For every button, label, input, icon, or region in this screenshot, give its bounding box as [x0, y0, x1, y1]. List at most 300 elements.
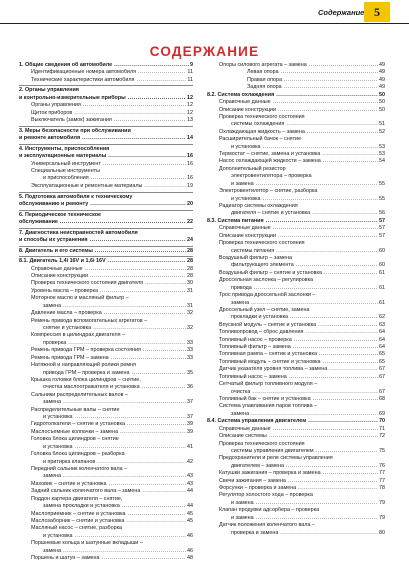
- toc-entry-title: Уровень масла – проверка .....: [31, 288, 193, 295]
- toc-entry-page: 11: [187, 76, 193, 83]
- toc-entry[interactable]: [19, 555, 193, 562]
- toc-entry[interactable]: [207, 69, 385, 76]
- toc-entry-title: Проверка технического состояния: [219, 440, 305, 447]
- toc-entry[interactable]: [207, 441, 385, 448]
- toc-entry-page: 65: [379, 358, 385, 365]
- toc-entry-page: 12: [187, 94, 193, 101]
- toc-entry-page: 67: [379, 366, 385, 373]
- toc-entry-title: и приспособления .....: [43, 175, 193, 182]
- toc-entry-title: Органы управления .....: [31, 102, 193, 109]
- toc-entry[interactable]: [19, 355, 193, 362]
- toc-entry[interactable]: [207, 173, 385, 180]
- section-divider: [19, 192, 193, 193]
- toc-entry[interactable]: [19, 451, 193, 458]
- toc-entry-title: Топливный модуль – снятие и установка .....: [219, 359, 385, 366]
- toc-entry-title: 8. Двигатель и его системы .....: [19, 248, 193, 255]
- toc-entry[interactable]: [19, 459, 193, 466]
- toc-entry[interactable]: [207, 218, 385, 225]
- toc-entry-title: Форсунки – проверка и замена .....: [219, 485, 385, 492]
- toc-entry[interactable]: [207, 248, 385, 255]
- toc-entry[interactable]: [19, 407, 193, 414]
- toc-entry[interactable]: [19, 175, 193, 182]
- toc-entry-page: 53: [379, 143, 385, 150]
- toc-entry[interactable]: [207, 351, 385, 358]
- toc-entry[interactable]: [207, 478, 385, 485]
- toc-entry-page: 28: [187, 265, 193, 272]
- toc-entry-title: Радиатор системы охлаждения: [219, 203, 298, 210]
- toc-entry[interactable]: [207, 359, 385, 366]
- toc-entry[interactable]: [19, 325, 193, 332]
- toc-entry[interactable]: [207, 225, 385, 232]
- toc-entry[interactable]: [19, 540, 193, 547]
- toc-entry[interactable]: [19, 219, 193, 226]
- toc-entry-title: Дроссельный узел – снятие, замена: [219, 306, 310, 313]
- toc-entry-title: Описание конструкции .....: [219, 233, 385, 240]
- toc-entry-title: привода .....: [231, 285, 385, 292]
- toc-entry[interactable]: [207, 389, 385, 396]
- toc-entry-title: Регулятор холостого хода – проверка: [219, 492, 313, 499]
- toc-entry-page: 33: [187, 347, 193, 354]
- toc-entry[interactable]: [19, 347, 193, 354]
- toc-entry[interactable]: [19, 295, 193, 302]
- toc-entry[interactable]: [19, 377, 193, 384]
- toc-entry[interactable]: [19, 340, 193, 347]
- toc-entry-page: 41: [187, 443, 193, 450]
- toc-entry[interactable]: [207, 203, 385, 210]
- toc-entry-page: 61: [379, 284, 385, 291]
- section-divider: [19, 246, 193, 247]
- toc-entry-title: Маслоприемник – снятие и установка .....: [31, 511, 193, 518]
- toc-entry[interactable]: [19, 237, 193, 244]
- toc-entry-page: 64: [379, 344, 385, 351]
- toc-entry[interactable]: [207, 463, 385, 470]
- toc-entry[interactable]: [207, 240, 385, 247]
- toc-entry[interactable]: [207, 300, 385, 307]
- toc-entry-title: Топливный насос – замена .....: [219, 374, 385, 381]
- toc-entry-title: Маслосъемные колпачки – замена .....: [31, 429, 193, 436]
- toc-entry[interactable]: [207, 114, 385, 121]
- toc-entry[interactable]: [207, 277, 385, 284]
- toc-entry-title: Описание системы .....: [219, 433, 385, 440]
- toc-entry-page: 65: [379, 351, 385, 358]
- toc-entry[interactable]: [207, 314, 385, 321]
- toc-entry-page: 50: [379, 99, 385, 106]
- toc-entry[interactable]: [207, 418, 385, 425]
- toc-entry-title: Термостат – снятие, замена и установка .....: [219, 151, 385, 158]
- toc-entry[interactable]: [19, 436, 193, 443]
- toc-entry[interactable]: [207, 151, 385, 158]
- toc-entry[interactable]: [207, 470, 385, 477]
- toc-entry-page: 16: [187, 160, 193, 167]
- toc-entry-title: Поршневые кольца и шатунные вкладыши –: [31, 540, 143, 547]
- toc-entry[interactable]: [207, 329, 385, 336]
- toc-entry-title: и способы их устранения .....: [19, 237, 193, 244]
- running-header: [0, 0, 409, 24]
- toc-entry[interactable]: [207, 530, 385, 537]
- toc-entry[interactable]: [19, 183, 193, 190]
- toc-entry[interactable]: [207, 322, 385, 329]
- toc-entry-title: Поршень и шатун – замена .....: [31, 555, 193, 562]
- toc-entry-title: 1. Общие сведения об автомобиле .....: [19, 62, 193, 69]
- toc-entry-page: 70: [379, 418, 385, 425]
- toc-entry-title: Датчик указателя уровня топлива – замена .....: [219, 366, 385, 373]
- toc-entry[interactable]: [19, 511, 193, 518]
- toc-entry-page: 37: [187, 414, 193, 421]
- toc-entry[interactable]: [19, 525, 193, 532]
- toc-entry[interactable]: [207, 500, 385, 507]
- toc-entry-title: очистка .....: [231, 389, 385, 396]
- toc-entry-page: 61: [379, 269, 385, 276]
- toc-entry-title: проверка и замена .....: [231, 530, 385, 537]
- toc-entry[interactable]: [207, 233, 385, 240]
- toc-entry-title: Головка блока цилиндров – снятие: [31, 436, 119, 443]
- toc-entry-page: 32: [187, 310, 193, 317]
- toc-entry[interactable]: [207, 255, 385, 262]
- toc-entry-title: и контрольно-измерительные приборы .....: [19, 95, 193, 102]
- toc-entry[interactable]: [207, 158, 385, 165]
- toc-entry-title: и установка .....: [231, 196, 385, 203]
- toc-entry-page: 79: [379, 514, 385, 521]
- toc-entry-title: Датчик положения коленчатого вала –: [219, 522, 315, 529]
- toc-entry[interactable]: [19, 201, 193, 208]
- toc-entry[interactable]: [19, 288, 193, 295]
- toc-entry-page: 44: [187, 503, 193, 510]
- toc-entry-page: 68: [379, 395, 385, 402]
- toc-entry[interactable]: [207, 62, 385, 69]
- toc-entry-title: Щиток приборов .....: [31, 110, 193, 117]
- toc-entry-title: проверка .....: [43, 340, 193, 347]
- toc-entry-page: 22: [187, 218, 193, 225]
- toc-entry[interactable]: [19, 248, 193, 255]
- section-divider: [19, 126, 193, 127]
- toc-entry[interactable]: [19, 429, 193, 436]
- toc-entry-page: 75: [379, 447, 385, 454]
- toc-entry-title: 8.2. Система охлаждения .....: [207, 92, 385, 99]
- toc-entry[interactable]: [19, 318, 193, 325]
- toc-entry-title: Топливный бак – снятие и установка .....: [219, 396, 385, 403]
- toc-entry[interactable]: [19, 194, 193, 201]
- toc-entry-title: 8.4. Система управления двигателем .....: [207, 418, 385, 425]
- toc-entry[interactable]: [207, 448, 385, 455]
- toc-entry[interactable]: [207, 515, 385, 522]
- toc-entry-page: 77: [379, 470, 385, 477]
- toc-entry-page: 13: [187, 117, 193, 124]
- toc-entry-title: обслуживание .....: [19, 219, 193, 226]
- toc-entry-page: 37: [187, 399, 193, 406]
- toc-entry-title: системы питания .....: [231, 248, 385, 255]
- toc-entry[interactable]: [19, 161, 193, 168]
- toc-entry-title: Ремень привода ГРМ – замена .....: [31, 355, 193, 362]
- toc-entry-title: Компрессия в цилиндрах двигателя –: [31, 332, 126, 339]
- toc-entry-title: Маслозаборник – снятие и установка .....: [31, 518, 193, 525]
- toc-entry-title: очистка маслоотражателя и установка .....: [43, 384, 193, 391]
- toc-entry[interactable]: [207, 403, 385, 410]
- toc-entry[interactable]: [207, 270, 385, 277]
- toc-entry[interactable]: [207, 262, 385, 269]
- toc-entry-page: 32: [187, 325, 193, 331]
- toc-entry[interactable]: [19, 128, 193, 135]
- toc-entry-page: 79: [379, 499, 385, 506]
- toc-entry[interactable]: [19, 280, 193, 287]
- toc-entry-page: 71: [379, 425, 385, 432]
- toc-entry[interactable]: [207, 507, 385, 514]
- toc-entry[interactable]: [19, 135, 193, 142]
- toc-entry-page: 43: [187, 473, 193, 480]
- toc-entry[interactable]: [207, 344, 385, 351]
- toc-entry[interactable]: [19, 466, 193, 473]
- toc-entry-title: Распределительные валы – снятие: [31, 406, 120, 413]
- toc-entry-title: 6. Периодическое техническое: [19, 211, 102, 218]
- toc-entry-title: Технические характеристики автомобиля .....: [31, 77, 193, 84]
- toc-entry-title: замена .....: [43, 303, 193, 310]
- toc-entry-title: системы управления двигателем .....: [231, 448, 385, 455]
- toc-entry[interactable]: [207, 381, 385, 388]
- toc-entry-title: и установка .....: [43, 414, 193, 421]
- toc-entry[interactable]: [19, 481, 193, 488]
- toc-entry[interactable]: [207, 485, 385, 492]
- toc-entry[interactable]: [19, 303, 193, 310]
- toc-entry-title: фильтрующего элемента .....: [231, 262, 385, 269]
- toc-entry-title: Катушки зажигания – проверка и замена .....: [219, 470, 385, 477]
- toc-entry[interactable]: [19, 384, 193, 391]
- toc-entry[interactable]: [19, 110, 193, 117]
- toc-entry-page: 55: [379, 195, 385, 202]
- toc-entry-title: Топливная рампа – снятие и установка .....: [219, 351, 385, 358]
- toc-entry[interactable]: [207, 107, 385, 114]
- toc-entry[interactable]: [19, 444, 193, 451]
- toc-entry-page: 72: [379, 433, 385, 440]
- toc-entry-page: 30: [187, 280, 193, 287]
- toc-entry-title: 8.1. Двигатель 1,4i 16V и 1,6i 16V .....: [19, 258, 193, 265]
- toc-entry[interactable]: [19, 421, 193, 428]
- toc-entry-page: 55: [379, 180, 385, 187]
- toc-entry-title: и эксплуатационные материалы .....: [19, 153, 193, 160]
- toc-entry-page: 11: [187, 69, 193, 76]
- toc-entry-title: 4. Инструменты, приспособления: [19, 145, 110, 152]
- toc-entry[interactable]: [19, 117, 193, 124]
- toc-entry[interactable]: [207, 455, 385, 462]
- toc-entry-title: Головка блока цилиндров – разборка: [31, 451, 125, 458]
- toc-entry[interactable]: [19, 548, 193, 555]
- page-title: СОДЕРЖАНИЕ: [149, 44, 260, 59]
- toc-entry-title: и установка .....: [43, 444, 193, 451]
- toc-entry[interactable]: [19, 102, 193, 109]
- toc-entry[interactable]: [207, 492, 385, 499]
- toc-entry[interactable]: [207, 129, 385, 136]
- toc-entry[interactable]: [207, 307, 385, 314]
- toc-entry-page: 44: [187, 488, 193, 495]
- toc-entry-page: 14: [187, 135, 193, 142]
- toc-entry[interactable]: [207, 433, 385, 440]
- toc-entry[interactable]: [207, 99, 385, 106]
- toc-entry[interactable]: [19, 503, 193, 510]
- toc-entry[interactable]: [19, 392, 193, 399]
- toc-entry-page: 28: [187, 273, 193, 280]
- toc-entry-title: и ремонте автомобиля .....: [19, 135, 193, 142]
- toc-entry-page: 67: [379, 388, 385, 395]
- toc-entry-title: Специальные инструменты: [31, 168, 100, 175]
- toc-entry[interactable]: [207, 426, 385, 433]
- toc-entry-title: Гидротолкатели – снятие и установка .....: [31, 421, 193, 428]
- toc-entry-title: Давление масла – проверка .....: [31, 310, 193, 317]
- toc-entry[interactable]: [207, 366, 385, 373]
- toc-entry[interactable]: [19, 77, 193, 84]
- toc-entry[interactable]: [207, 121, 385, 128]
- toc-entry-title: Впускной модуль – снятие и установка .....: [219, 322, 385, 329]
- toc-entry-title: Охлаждающая жидкость – замена .....: [219, 129, 385, 136]
- toc-entry[interactable]: [19, 518, 193, 525]
- toc-entry-title: Задний сальник коленчатого вала – замена .....: [31, 488, 193, 495]
- toc-entry[interactable]: [19, 370, 193, 377]
- toc-entry[interactable]: [207, 181, 385, 188]
- toc-entry[interactable]: [207, 396, 385, 403]
- toc-entry-title: Топливный фильтр – замена .....: [219, 344, 385, 351]
- toc-entry-page: 67: [379, 373, 385, 380]
- toc-entry-page: 45: [187, 517, 193, 524]
- toc-entry-title: Топливный насос – проверка .....: [219, 337, 385, 344]
- toc-entry[interactable]: [19, 230, 193, 237]
- toc-entry-page: 12: [187, 102, 193, 109]
- toc-entry-page: 36: [187, 384, 193, 391]
- toc-entry-title: Проверка технического состояния: [219, 240, 305, 247]
- toc-entry-page: 64: [379, 336, 385, 343]
- toc-entry-title: обслуживанию и ремонту .....: [19, 201, 193, 208]
- toc-left-column: [19, 62, 193, 563]
- toc-entry[interactable]: [19, 310, 193, 317]
- toc-entry-page: 48: [187, 555, 193, 562]
- toc-entry-title: привода ГРМ – проверка и замена .....: [43, 370, 193, 377]
- toc-entry[interactable]: [207, 92, 385, 99]
- toc-entry-title: Правая опора .....: [247, 77, 385, 84]
- toc-entry-page: 63: [379, 321, 385, 328]
- toc-entry-title: прокладки и установка .....: [231, 314, 385, 321]
- toc-entry-title: замена .....: [43, 399, 193, 406]
- toc-entry-title: замена .....: [231, 411, 385, 418]
- toc-entry[interactable]: [19, 153, 193, 160]
- toc-entry-page: 60: [379, 247, 385, 254]
- toc-entry-page: 57: [379, 225, 385, 232]
- section-divider: [19, 210, 193, 211]
- toc-entry-title: и замена .....: [231, 181, 385, 188]
- toc-entry-page: 28: [187, 247, 193, 254]
- toc-entry[interactable]: [19, 69, 193, 76]
- toc-entry-title: Масляный насос – снятие, разборка: [31, 525, 123, 532]
- toc-entry[interactable]: [19, 273, 193, 280]
- toc-entry-title: Насос охлаждающей жидкости – замена .....: [219, 158, 385, 165]
- toc-entry[interactable]: [19, 212, 193, 219]
- toc-entry-page: 50: [379, 106, 385, 113]
- toc-entry[interactable]: [207, 77, 385, 84]
- toc-entry[interactable]: [207, 210, 385, 217]
- toc-entry[interactable]: [19, 533, 193, 540]
- toc-entry-page: 20: [187, 200, 193, 207]
- toc-entry[interactable]: [207, 522, 385, 529]
- toc-entry[interactable]: [19, 473, 193, 480]
- toc-entry[interactable]: [207, 374, 385, 381]
- toc-entry[interactable]: [19, 399, 193, 406]
- toc-entry[interactable]: [207, 292, 385, 299]
- toc-entry-title: Электровентилятор – снятие, разборка: [219, 188, 318, 195]
- toc-entry[interactable]: [207, 411, 385, 418]
- section-divider: [19, 256, 193, 257]
- toc-right-column: [207, 62, 385, 537]
- toc-entry-page: 53: [379, 151, 385, 158]
- toc-entry-page: 16: [187, 175, 193, 182]
- toc-entry-title: и замена .....: [231, 515, 385, 522]
- toc-entry-page: 77: [379, 477, 385, 484]
- toc-entry-title: Воздушный фильтр – снятие и установка .....: [219, 270, 385, 277]
- toc-entry[interactable]: [19, 362, 193, 369]
- toc-entry-title: Воздушный фильтр – замена: [219, 254, 292, 261]
- toc-entry-page: 46: [187, 547, 193, 554]
- toc-entry[interactable]: [19, 95, 193, 102]
- section-label: Содержание: [318, 8, 365, 17]
- section-divider: [19, 144, 193, 145]
- toc-entry[interactable]: [19, 258, 193, 265]
- toc-entry-title: Универсальный инструмент .....: [31, 161, 193, 168]
- toc-entry-page: 35: [187, 369, 193, 376]
- toc-entry[interactable]: [207, 285, 385, 292]
- toc-entry-title: Опоры силового агрегата – замена .....: [219, 62, 385, 69]
- toc-entry-page: 9: [190, 62, 193, 68]
- toc-entry[interactable]: [207, 196, 385, 203]
- toc-entry-page: 31: [187, 287, 193, 294]
- toc-entry-title: 2. Органы управления: [19, 87, 79, 94]
- toc-entry-title: Идентификационные номера автомобиля .....: [31, 69, 193, 76]
- toc-entry-page: 39: [187, 428, 193, 435]
- header-rule: [0, 23, 409, 24]
- toc-entry-page: 39: [187, 421, 193, 428]
- toc-entry-title: Проверка технического состояния двигателя .....: [31, 280, 193, 287]
- toc-entry-title: Крышка головки блока цилиндров – снятие,: [31, 376, 141, 383]
- toc-entry-page: 57: [379, 217, 385, 224]
- toc-entry-title: Описание конструкции .....: [31, 273, 193, 280]
- toc-entry-page: 80: [379, 529, 385, 536]
- toc-entry-title: двигателем – замена .....: [231, 463, 385, 470]
- toc-entry[interactable]: [19, 332, 193, 339]
- toc-entry[interactable]: [19, 266, 193, 273]
- toc-entry-title: Справочные данные .....: [219, 426, 385, 433]
- toc-entry[interactable]: [19, 168, 193, 175]
- toc-entry[interactable]: [207, 136, 385, 143]
- toc-entry-page: 64: [379, 329, 385, 336]
- toc-entry[interactable]: [207, 166, 385, 173]
- toc-entry-title: Справочные данные .....: [219, 99, 385, 106]
- toc-entry-title: и установка .....: [43, 533, 193, 540]
- toc-entry[interactable]: [207, 84, 385, 91]
- toc-entry[interactable]: [19, 62, 193, 69]
- toc-entry-title: электровентилятора – проверка: [231, 173, 312, 180]
- toc-entry[interactable]: [19, 414, 193, 421]
- toc-entry-title: Система улавливания паров топлива –: [219, 403, 318, 410]
- toc-entry[interactable]: [19, 488, 193, 495]
- toc-entry-page: 52: [379, 128, 385, 135]
- toc-entry-title: и замена .....: [231, 500, 385, 507]
- toc-entry[interactable]: [207, 337, 385, 344]
- toc-entry-title: Ремень привода ГРМ – проверка состояния .....: [31, 347, 193, 354]
- toc-entry-page: 50: [379, 91, 385, 98]
- toc-entry-title: Маховик – снятие и установка .....: [31, 481, 193, 488]
- toc-entry-page: 57: [379, 232, 385, 239]
- toc-entry[interactable]: [207, 144, 385, 151]
- toc-entry[interactable]: [19, 146, 193, 153]
- toc-entry-title: Справочные данные .....: [219, 225, 385, 232]
- toc-entry[interactable]: [207, 188, 385, 195]
- toc-entry[interactable]: [19, 87, 193, 94]
- toc-entry-title: Натяжной и направляющий ролики ремня: [31, 362, 136, 369]
- toc-entry[interactable]: [19, 496, 193, 503]
- toc-entry-title: и установка .....: [231, 144, 385, 151]
